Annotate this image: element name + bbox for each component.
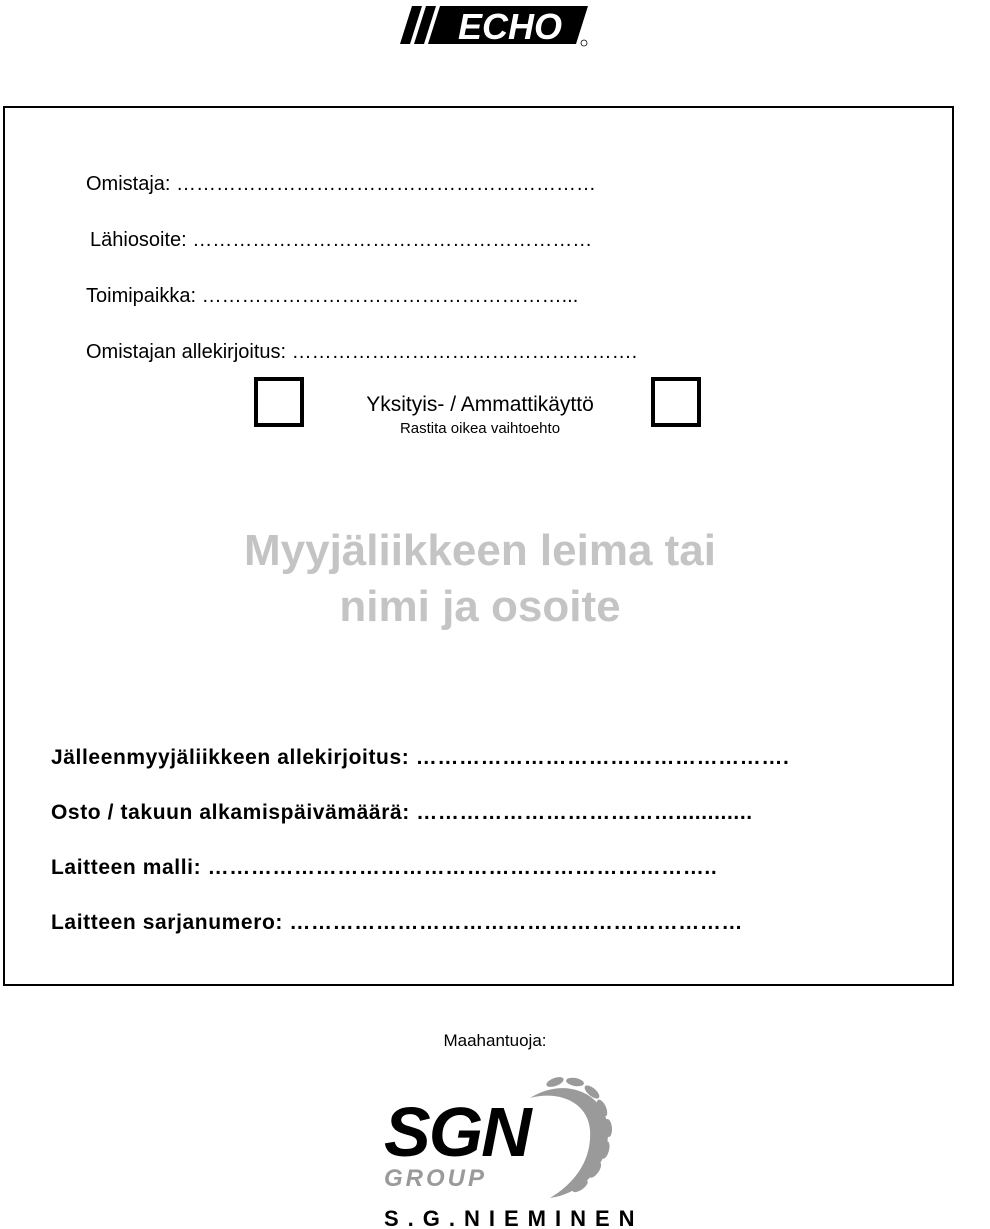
echo-logo-text: ECHO xyxy=(457,6,563,47)
echo-logo-icon xyxy=(400,2,592,48)
usage-type-title: Yksityis- / Ammattikäyttö xyxy=(366,393,594,416)
importer-company-name: S.G.NIEMINEN xyxy=(384,1206,644,1229)
serial-number-field[interactable]: Laitteen sarjanumero: ……………………………………………………… xyxy=(51,911,744,934)
usage-type-hint: Rastita oikea vaihtoehto xyxy=(399,420,561,437)
importer-label: Maahantuoja: xyxy=(443,1031,547,1050)
sgn-logo-subtext: GROUP xyxy=(384,1165,488,1192)
street-address-field[interactable]: Lähiosoite: …………………………………………………… xyxy=(90,229,593,251)
sgn-group-logo-icon xyxy=(380,1068,644,1229)
dealer-stamp-placeholder-line1: Myyjäliikkeen leima tai xyxy=(243,526,717,575)
sgn-logo-text: SGN xyxy=(384,1093,530,1171)
professional-use-checkbox[interactable] xyxy=(651,377,701,427)
owner-signature-field[interactable]: Omistajan allekirjoitus: ……………………………………………. xyxy=(86,341,638,363)
device-model-field[interactable]: Laitteen malli: …………………………………………………………….. xyxy=(51,856,718,879)
purchase-date-field[interactable]: Osto / takuun alkamispäivämäärä: ………………………………............ xyxy=(51,801,753,824)
reseller-signature-field[interactable]: Jälleenmyyjäliikkeen allekirjoitus: ……………………………………………. xyxy=(51,746,790,769)
city-field[interactable]: Toimipaikka: ………………………………………………... xyxy=(86,285,579,307)
owner-field[interactable]: Omistaja: ……………………………………………………… xyxy=(86,173,597,195)
dealer-stamp-placeholder-line2: nimi ja osoite xyxy=(339,582,621,631)
